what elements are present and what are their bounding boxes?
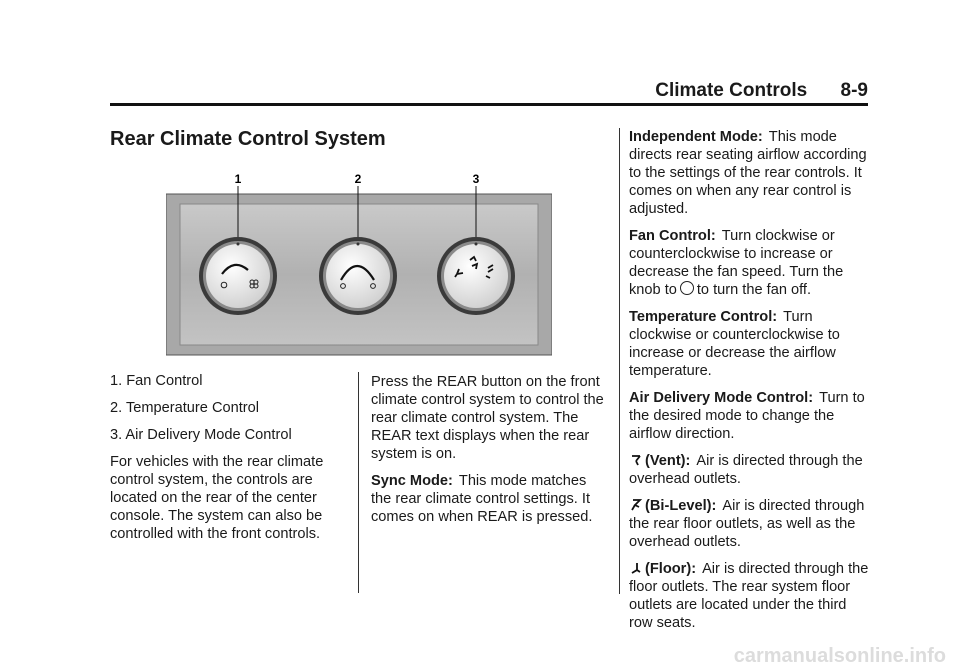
bilevel-mode-text: Air is directed through the rear floor outlets, as well as the overhead outlets. xyxy=(629,498,865,550)
column-3 xyxy=(629,128,869,641)
header-rule xyxy=(110,103,868,106)
sync-mode-paragraph xyxy=(371,472,607,526)
column-divider xyxy=(358,372,359,593)
sync-mode-term: Sync Mode: xyxy=(371,473,453,489)
fan-control-text-a: Turn clockwise or counterclockwise to increase or decrease the fan speed. Turn the knob to xyxy=(629,228,844,298)
fan-control-text-b: to turn the fan off. xyxy=(696,282,812,298)
list-item: 1. Fan Control xyxy=(110,373,203,389)
bilevel-icon xyxy=(629,498,643,512)
independent-mode-text: This mode directs rear seating airflow according to the settings of the rear controls. It comes on when any rear control is adjusted. xyxy=(629,129,867,217)
rear-climate-panel-figure xyxy=(166,168,552,358)
column-divider xyxy=(619,128,620,594)
temperature-control-text: Turn clockwise or counterclockwise to increase or decrease the airflow temperature. xyxy=(629,309,840,379)
air-delivery-term: Air Delivery Mode Control: xyxy=(629,390,814,406)
vent-icon xyxy=(629,453,643,467)
callout-3: 3 xyxy=(472,172,480,186)
air-delivery-text: Turn to the desired mode to change the airflow direction. xyxy=(629,390,865,442)
sync-mode-text: This mode matches the rear climate control settings. It comes on when REAR is pressed. xyxy=(371,473,593,525)
vent-mode-paragraph xyxy=(629,452,869,488)
list-item: 2. Temperature Control xyxy=(110,400,259,416)
section-title: Climate Controls xyxy=(655,80,808,101)
fan-control-knob xyxy=(199,237,277,315)
callout-1: 1 xyxy=(234,172,242,186)
column-2 xyxy=(371,373,607,535)
vent-mode-term: (Vent): xyxy=(645,453,691,469)
intro-paragraph: For vehicles with the rear climate control system, the controls are located on the rear of the center console. The system can also be controlled with the front controls. xyxy=(110,454,324,542)
bilevel-mode-paragraph xyxy=(629,497,869,551)
list-item: 3. Air Delivery Mode Control xyxy=(110,427,292,443)
callout-2: 2 xyxy=(354,172,362,186)
bilevel-mode-term: (Bi-Level): xyxy=(645,498,717,514)
independent-mode-paragraph xyxy=(629,128,869,218)
fan-control-paragraph xyxy=(629,227,869,299)
watermark: carmanualsonline.info xyxy=(733,645,946,667)
page-number: 8-9 xyxy=(840,80,868,101)
vent-mode-text: Air is directed through the overhead outlets. xyxy=(629,453,863,487)
floor-mode-paragraph xyxy=(629,560,869,632)
column-1 xyxy=(110,372,340,552)
floor-mode-text: Air is directed through the floor outlets. The rear system floor outlets are located under the third row seats. xyxy=(629,561,869,631)
air-delivery-mode-knob xyxy=(437,237,515,315)
rear-button-paragraph: Press the REAR button on the front climate control system to control the rear climate control system. The REAR text displays when the rear system is on. xyxy=(371,374,604,462)
floor-mode-term: (Floor): xyxy=(645,561,697,577)
control-callout-list xyxy=(110,372,340,444)
page-heading: Rear Climate Control System xyxy=(110,128,386,150)
floor-icon xyxy=(629,561,643,575)
temperature-control-knob xyxy=(319,237,397,315)
independent-mode-term: Independent Mode: xyxy=(629,129,763,145)
temperature-control-paragraph xyxy=(629,308,869,380)
page-header xyxy=(655,80,868,102)
fan-control-term: Fan Control: xyxy=(629,228,716,244)
fan-off-icon xyxy=(680,281,694,295)
temperature-control-term: Temperature Control: xyxy=(629,309,778,325)
air-delivery-paragraph xyxy=(629,389,869,443)
